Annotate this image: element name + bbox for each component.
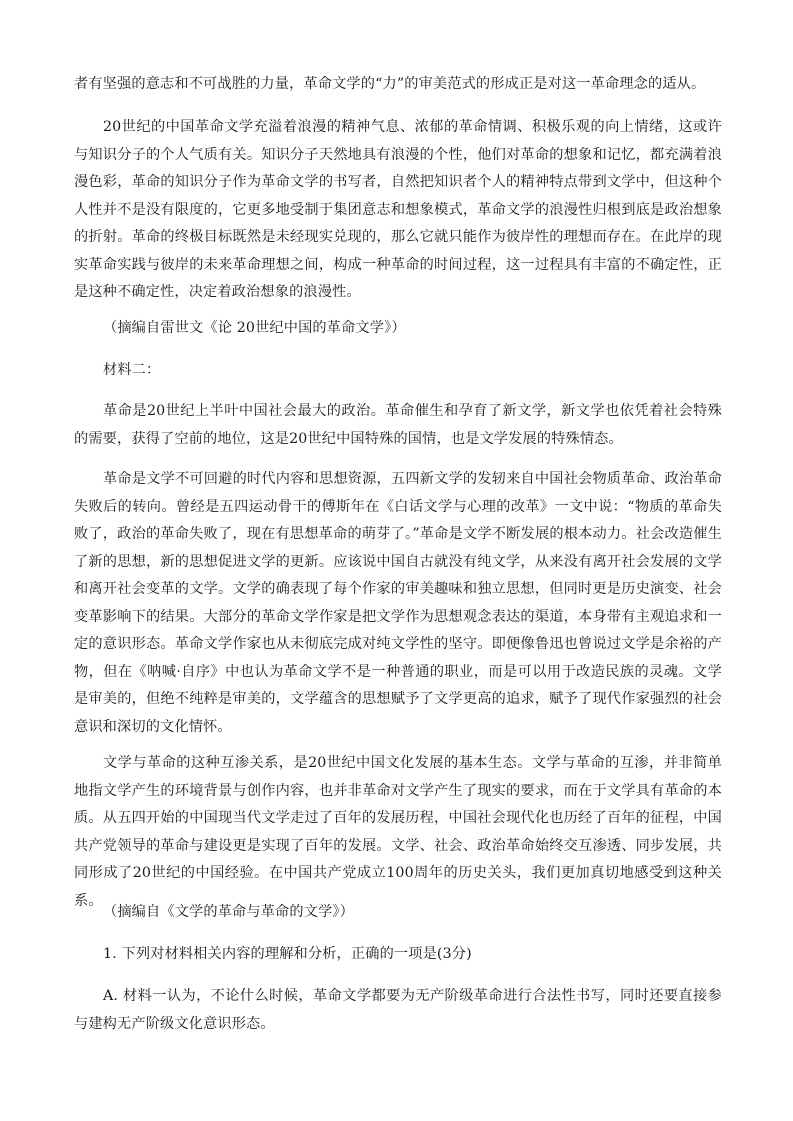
paragraph-revolution-resource: 革命是文学不可回避的时代内容和思想资源，五四新文学的发轫来自中国社会物质革命、政治革命失败后的转向。曾经是五四运动骨干的傅斯年在《白话文学与心理的改革》一文中说：“物质的革命失败了，政治的革命失败了，现在有思想革命的萌芽了。”革命是文学不断发展的根本动力。社会改造催生了新的思想，新的思想促进文学的更新。应该说中国自古就没有纯文学，从来没有离开社会发展的文学和离开社会变革的文学。文学的确表现了每个作家的审美趣味和独立思想，但同时更是历史演变、社会变革影响下的结果。大部分的革命文学作家是把文学作为思想观念表达的渠道，本身带有主观追求和一定的意识形态。革命文学作家也从未彻底完成对纯文学性的坚守。即便像鲁迅也曾说过文学是余裕的产物，但在《呐喊·自序》中也认为革命文学不是一种普通的职业，而是可以用于改造民族的灵魂。文学是审美的，但绝不纯粹是审美的，文学蕴含的思想赋予了文学更高的追求，赋予了现代作家强烈的社会意识和深切的文化情怀。: [74, 471, 722, 735]
source-citation-1: （摘编自雷世文《论 20世纪中国的革命文学》）: [103, 320, 406, 336]
paragraph-revolution-politics: 革命是20世纪上半叶中国社会最大的政治。革命催生和孕育了新文学，新文学也依凭着社会特殊的需要，获得了空前的地位，这是20世纪中国特殊的国情，也是文学发展的特殊情态。: [74, 403, 722, 447]
paragraph-continuation: 者有坚强的意志和不可战胜的力量，革命文学的“力”的审美范式的形成正是对这一革命理念的适从。: [74, 76, 706, 92]
material-two-heading: 材料二：: [103, 362, 161, 378]
paragraph-romanticism: 20世纪的中国革命文学充溢着浪漫的精神气息、浓郁的革命情调、积极乐观的向上情绪，这或许与知识分子的个人气质有关。知识分子天然地具有浪漫的个性，他们对革命的想象和记忆，都充满着浪漫色彩，革命的知识分子作为革命文学的书写者，自然把知识者个人的精神特点带到文学中，但这种个人性并不是没有限度的，它更多地受制于集团意志和想象模式，革命文学的浪漫性归根到底是政治想象的折射。革命的终极目标既然是未经现实兑现的，那么它就只能作为彼岸性的理想而存在。在此岸的现实革命实践与彼岸的未来革命理想之间，构成一种革命的时间过程，这一过程具有丰富的不确定性，正是这种不确定性，决定着政治想象的浪漫性。: [74, 119, 722, 300]
option-a: A. 材料一认为，不论什么时候，革命文学都要为无产阶级革命进行合法性书写，同时还要直接参与建构无产阶级文化意识形态。: [74, 988, 722, 1032]
source-citation-2: （摘编自《文学的革命与革命的文学》）: [103, 904, 354, 920]
question-1: 1. 下列对材料相关内容的理解和分析，正确的一项是(3分): [103, 946, 472, 962]
paragraph-mutual-permeation: 文学与革命的这种互渗关系，是20世纪中国文化发展的基本生态。文学与革命的互渗，并非简单地指文学产生的环境背景与创作内容，也并非革命对文学产生了现实的要求，而在于文学具有革命的本质。从五四开始的中国现当代文学走过了百年的发展历程，中国社会现代化也历经了百年的征程，中国共产党领导的革命与建设更是实现了百年的发展。文学、社会、政治革命始终交互渗透、同步发展，共同形成了20世纪的中国经验。在中国共产党成立100周年的历史关头，我们更加真切地感受到这种关系。: [74, 755, 722, 909]
